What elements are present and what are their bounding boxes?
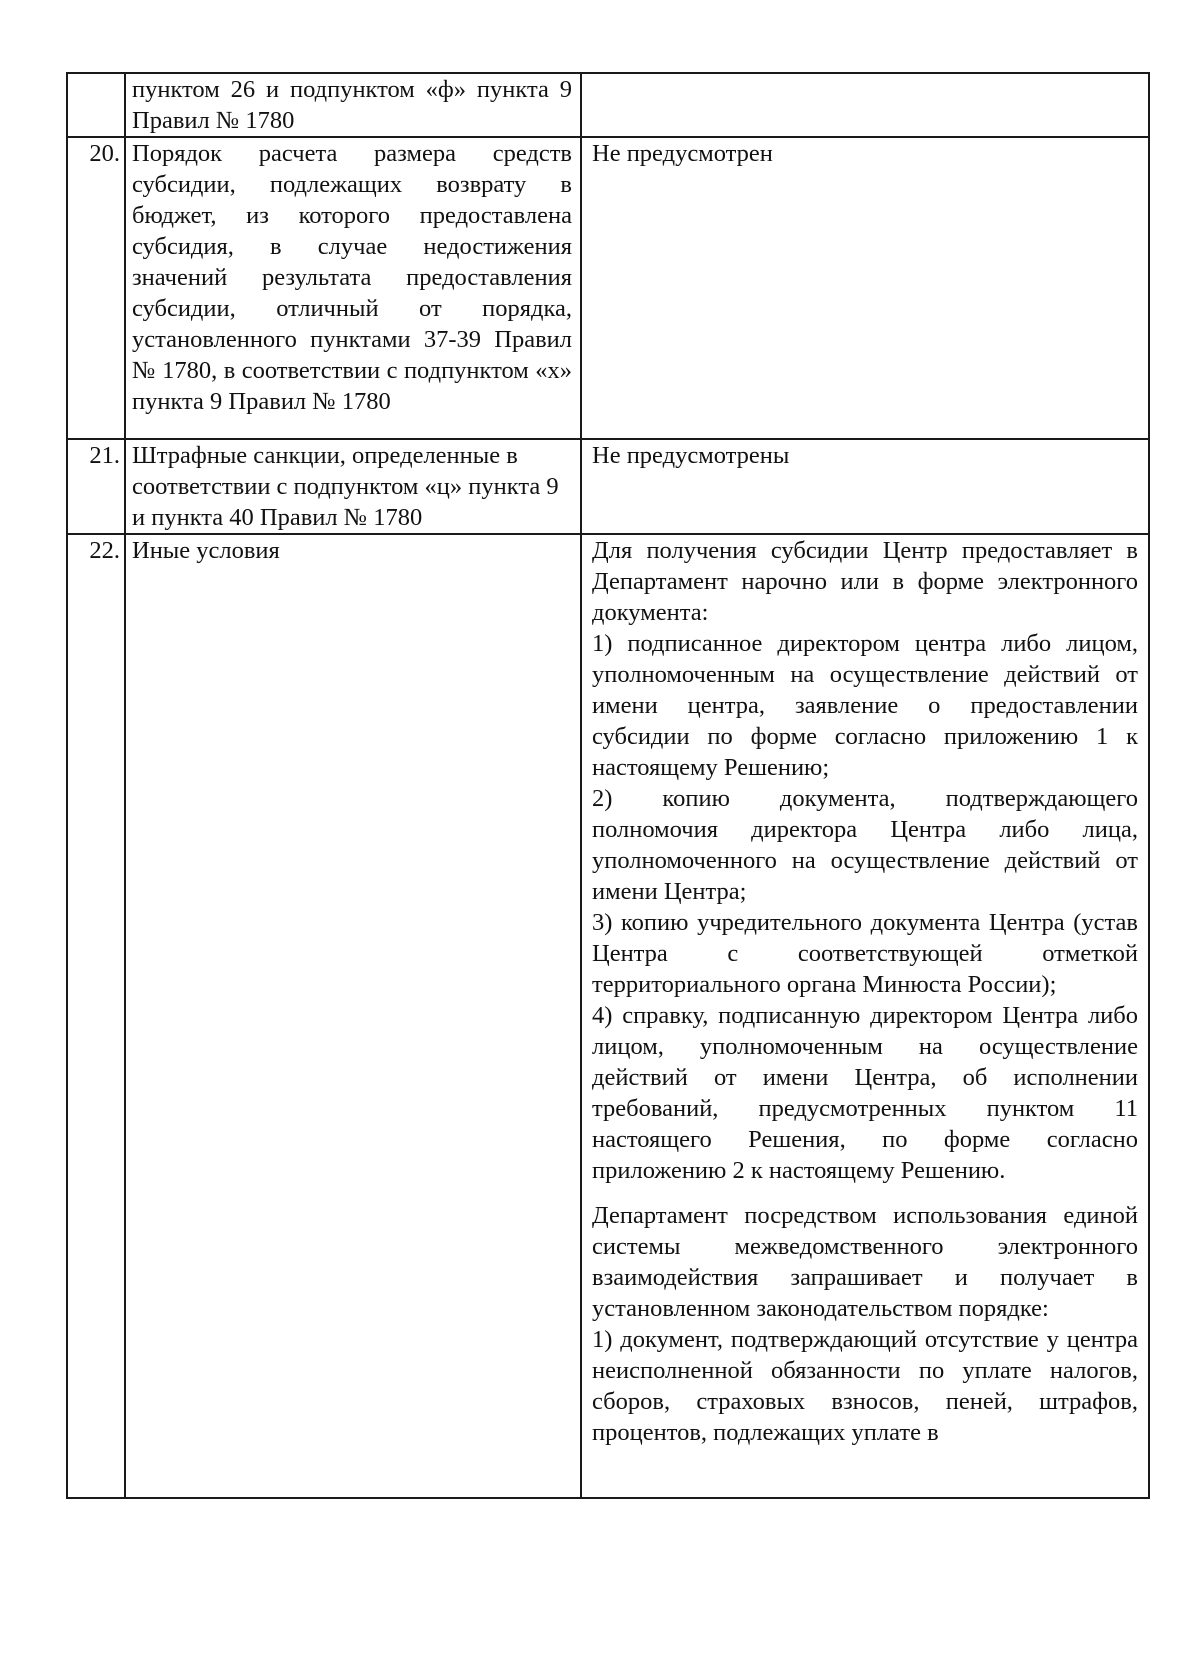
- condition-name: Штрафные санкции, определенные в соответствии с подпунктом «ц» пункта 9 и пункта 40 Правил № 1780: [125, 439, 581, 534]
- table-row: [67, 73, 1149, 137]
- condition-value-text: [592, 535, 1138, 1495]
- condition-name: Порядок расчета размера средств субсидии, подлежащих возврату в бюджет, из которого предоставлена субсидия, в случае недостижения значений результата предоставления субсидии, отличный от порядка, установленного пунктами 37-39 Правил № 1780, в соответствии с подпунктом «х» пункта 9 Правил № 1780: [125, 137, 581, 439]
- paragraph: 1) подписанное директором центра либо лицом, уполномоченным на осуществление действий от имени центра, заявление о предоставлении субсидии по форме согласно приложению 1 к настоящему Решению;: [592, 630, 1138, 781]
- condition-value: [581, 534, 1149, 1498]
- table-row: [67, 534, 1149, 1498]
- condition-name: Иные условия: [125, 534, 581, 1498]
- table-row: [67, 137, 1149, 439]
- conditions-table: [66, 72, 1150, 1499]
- paragraph: 4) справку, подписанную директором Центра либо лицом, уполномоченным на осуществление действий от имени Центра, об исполнении требований, предусмотренных пунктом 11 настоящего Решения, по форме согласно приложению 2 к настоящему Решению.: [592, 1002, 1138, 1184]
- condition-value: Не предусмотрены: [581, 439, 1149, 534]
- paragraph: 2) копию документа, подтверждающего полномочия директора Центра либо лица, уполномоченного на осуществление действий от имени Центра;: [592, 785, 1138, 905]
- table-row: [67, 439, 1149, 534]
- paragraph: Для получения субсидии Центр предоставляет в Департамент нарочно или в форме электронного документа:: [592, 537, 1138, 626]
- paragraph: 3) копию учредительного документа Центра (устав Центра с соответствующей отметкой территориального органа Минюста России);: [592, 909, 1138, 998]
- row-number: [67, 73, 125, 137]
- row-number: 21.: [67, 439, 125, 534]
- condition-value: [581, 73, 1149, 137]
- paragraph: 1) документ, подтверждающий отсутствие у центра неисполненной обязанности по уплате налогов, сборов, страховых взносов, пеней, штрафов, процентов, подлежащих уплате в: [592, 1326, 1138, 1446]
- condition-value: Не предусмотрен: [581, 137, 1149, 439]
- condition-name: пунктом 26 и подпунктом «ф» пункта 9 Правил № 1780: [125, 73, 581, 137]
- paragraph: Департамент посредством использования единой системы межведомственного электронного взаимодействия запрашивает и получает в установленном законодательством порядке:: [592, 1202, 1138, 1322]
- row-number: 20.: [67, 137, 125, 439]
- row-number: 22.: [67, 534, 125, 1498]
